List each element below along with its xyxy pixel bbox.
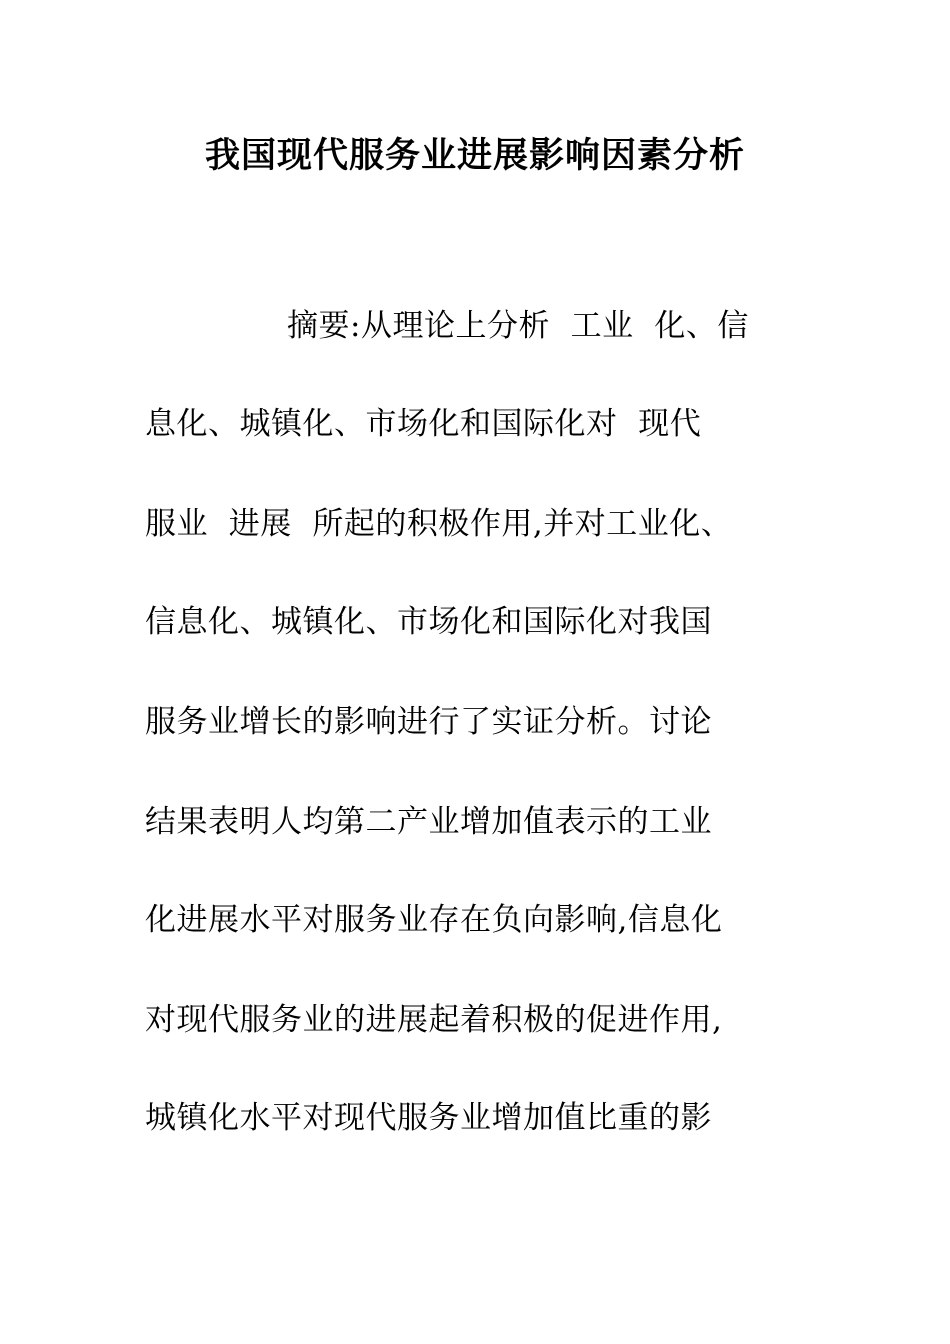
abstract-line-3: 服业 进展 所起的积极作用,并对工业化、 <box>145 506 733 542</box>
abstract-line-4: 信息化、城镇化、市场化和国际化对我国 <box>145 604 712 640</box>
abstract-line-1: 摘要:从理论上分析 工业 化、信 <box>287 308 749 344</box>
abstract-line-8: 对现代服务业的进展起着积极的促进作用, <box>145 1002 723 1038</box>
abstract-line-7: 化进展水平对服务业存在负向影响,信息化 <box>145 902 723 938</box>
abstract-line-9: 城镇化水平对现代服务业增加值比重的影 <box>145 1100 712 1136</box>
abstract-line-6: 结果表明人均第二产业增加值表示的工业 <box>145 804 712 840</box>
page-title: 我国现代服务业进展影响因素分析 <box>204 136 745 176</box>
abstract-line-2: 息化、城镇化、市场化和国际化对 现代 <box>145 406 702 442</box>
abstract-line-5: 服务业增长的影响进行了实证分析。讨论 <box>145 704 712 740</box>
